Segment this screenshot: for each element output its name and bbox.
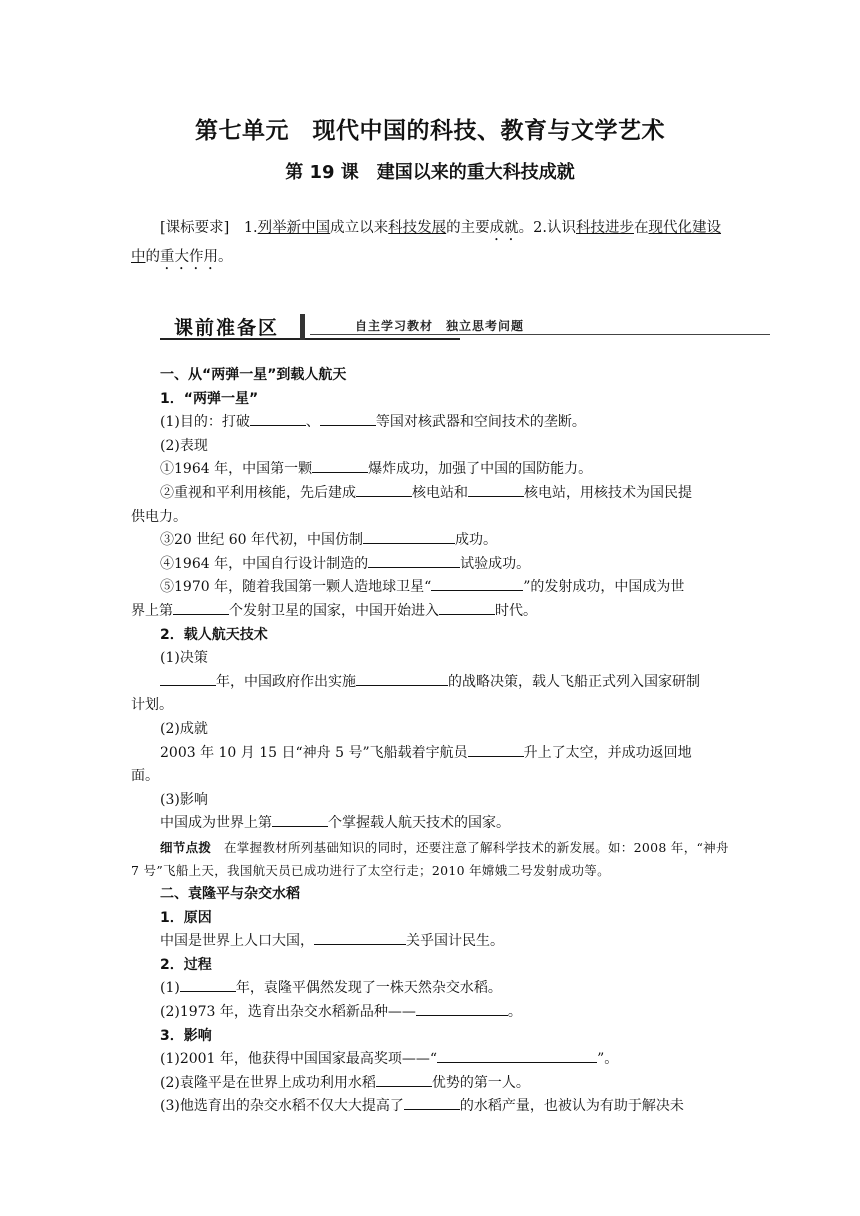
text: 核电站，用核技术为国民提 bbox=[524, 484, 692, 501]
text: (2)袁隆平是在世界上成功利用水稻 bbox=[160, 1074, 376, 1091]
header-divider bbox=[300, 314, 305, 340]
line bbox=[131, 1072, 731, 1096]
fill-blank[interactable] bbox=[356, 482, 412, 497]
header-rule bbox=[310, 334, 770, 335]
text: (1) bbox=[160, 980, 180, 997]
text: 爆炸成功，加强了中国的国防能力。 bbox=[368, 461, 593, 478]
fill-blank[interactable] bbox=[356, 671, 448, 686]
line bbox=[131, 482, 731, 506]
section-header-bar bbox=[160, 312, 770, 340]
text: ①1964 年，中国第一颗 bbox=[160, 461, 313, 478]
fill-blank[interactable] bbox=[468, 482, 524, 497]
text: 升上了太空，并成功返回地 bbox=[523, 744, 692, 761]
fill-blank[interactable] bbox=[250, 411, 306, 426]
curriculum-requirements bbox=[131, 215, 731, 273]
line bbox=[131, 1095, 731, 1119]
curr-text: 的 bbox=[145, 249, 160, 265]
subheading: 1．“两弹一星” bbox=[160, 390, 259, 407]
text: 核电站和 bbox=[412, 484, 468, 501]
fill-blank[interactable] bbox=[272, 812, 328, 827]
fill-blank[interactable] bbox=[368, 553, 460, 568]
text: 个发射卫星的国家，中国开始进入 bbox=[229, 602, 439, 619]
line: 面。 bbox=[131, 768, 159, 785]
line bbox=[131, 576, 731, 600]
line bbox=[131, 600, 731, 624]
curr-text: 科技进步 bbox=[576, 220, 635, 236]
line bbox=[131, 742, 731, 766]
heading-2: 二、袁隆平与杂交水稻 bbox=[160, 886, 300, 903]
text: ②重视和平利用核能，先后建成 bbox=[160, 484, 356, 501]
unit-title: 第七单元 现代中国的科技、教育与文学艺术 bbox=[195, 118, 665, 144]
line bbox=[131, 529, 731, 553]
text: 。 bbox=[507, 1004, 522, 1021]
subheading: 2．过程 bbox=[160, 956, 212, 973]
line bbox=[131, 1001, 731, 1025]
line bbox=[131, 977, 731, 1001]
text: ③20 世纪 60 年代初，中国仿制 bbox=[160, 532, 363, 549]
curr-text: 。2.认识 bbox=[518, 220, 577, 236]
text: 时代。 bbox=[495, 602, 537, 619]
fill-blank[interactable] bbox=[416, 1001, 508, 1016]
section-subtitle: 自主学习教材 独立思考问题 bbox=[355, 319, 525, 333]
fill-blank[interactable] bbox=[173, 600, 229, 615]
fill-blank[interactable] bbox=[404, 1095, 460, 1110]
section-label: 课前准备区 bbox=[174, 317, 280, 339]
curr-text: 重大作用 bbox=[160, 249, 218, 265]
line: (2)表现 bbox=[160, 437, 208, 454]
curr-text: 列举新中国 bbox=[257, 220, 331, 236]
text: (3)他选育出的杂交水稻不仅大大提高了 bbox=[160, 1098, 404, 1115]
line: (1)决策 bbox=[160, 650, 208, 667]
lesson-title: 第 19 课 建国以来的重大科技成就 bbox=[285, 162, 575, 183]
text: 中国成为世界上第 bbox=[160, 815, 272, 832]
note-label: 细节点拨 bbox=[160, 839, 212, 855]
fill-blank[interactable] bbox=[180, 977, 236, 992]
detail-note bbox=[131, 836, 731, 883]
curr-text: 在 bbox=[634, 220, 649, 236]
line bbox=[131, 671, 731, 695]
curr-text: 科技发展 bbox=[388, 220, 447, 236]
text: ”。 bbox=[597, 1051, 619, 1068]
text: ④1964 年，中国自行设计制造的 bbox=[160, 555, 369, 572]
fill-blank[interactable] bbox=[376, 1072, 432, 1087]
text: 、 bbox=[305, 414, 320, 431]
line bbox=[131, 1048, 731, 1072]
text: 成功。 bbox=[454, 532, 497, 549]
line: 供电力。 bbox=[131, 508, 187, 525]
text: (2)1973 年，选育出杂交水稻新品种—— bbox=[160, 1004, 416, 1021]
curriculum-tag: [课标要求] bbox=[160, 220, 230, 236]
text: 2003 年 10 月 15 日“神舟 5 号”飞船载着宇航员 bbox=[160, 744, 468, 761]
text: 关乎国计民生。 bbox=[406, 933, 504, 950]
fill-blank[interactable] bbox=[363, 529, 455, 544]
text: 个掌握载人航天技术的国家。 bbox=[328, 815, 510, 832]
fill-blank[interactable] bbox=[312, 458, 368, 473]
text: 的水稻产量，也被认为有助于解决未 bbox=[459, 1098, 684, 1115]
text: 等国对核武器和空间技术的垄断。 bbox=[375, 414, 586, 431]
line bbox=[131, 553, 731, 577]
text: 试验成功。 bbox=[460, 555, 531, 572]
line: (3)影响 bbox=[160, 791, 208, 808]
subheading: 3．影响 bbox=[160, 1027, 212, 1044]
text: 年，中国政府作出实施 bbox=[216, 673, 356, 690]
text: 的战略决策，载人飞船正式列入国家研制 bbox=[448, 673, 700, 690]
fill-blank[interactable] bbox=[431, 576, 523, 591]
line: 计划。 bbox=[131, 697, 173, 714]
line bbox=[131, 930, 731, 954]
note-text: 在掌握教材所列基础知识的同时，还要注意了解科学技术的新发展。如：2008 年，“神舟 7 号”飞船上天，我国航天员已成功进行了太空行走；2010 年嫦娥二号发射成功等。 bbox=[131, 839, 729, 879]
text: ”的发射成功，中国成为世 bbox=[523, 579, 685, 596]
curr-text: 成就 bbox=[489, 220, 519, 236]
text: 年，袁隆平偶然发现了一株天然杂交水稻。 bbox=[235, 980, 502, 997]
text: 优势的第一人。 bbox=[431, 1074, 530, 1091]
line: (2)成就 bbox=[160, 720, 208, 737]
subheading: 1．原因 bbox=[160, 909, 212, 926]
curr-text: 现代化建设中 bbox=[131, 220, 722, 265]
line bbox=[131, 458, 731, 482]
text: ⑤1970 年，随着我国第一颗人造地球卫星“ bbox=[160, 579, 432, 596]
fill-blank[interactable] bbox=[468, 742, 524, 757]
text: 中国是世界上人口大国， bbox=[160, 933, 314, 950]
fill-blank[interactable] bbox=[320, 411, 376, 426]
line bbox=[131, 812, 731, 836]
curr-text: 1. bbox=[243, 220, 258, 236]
subheading: 2．载人航天技术 bbox=[160, 626, 268, 643]
text: 界上第 bbox=[131, 602, 173, 619]
text: (1)目的：打破 bbox=[160, 414, 250, 431]
heading-1: 一、从“两弹一星”到载人航天 bbox=[160, 367, 347, 383]
fill-blank[interactable] bbox=[437, 1048, 597, 1063]
curr-text: 成立以来 bbox=[330, 220, 389, 236]
fill-blank[interactable] bbox=[160, 671, 216, 686]
curr-text: 。 bbox=[218, 249, 233, 265]
text: (1)2001 年，他获得中国国家最高奖项——“ bbox=[160, 1051, 438, 1068]
fill-blank[interactable] bbox=[439, 600, 495, 615]
curr-text: 的主要 bbox=[446, 220, 490, 236]
line bbox=[131, 411, 731, 435]
content-body bbox=[131, 364, 731, 1119]
fill-blank[interactable] bbox=[314, 930, 406, 945]
